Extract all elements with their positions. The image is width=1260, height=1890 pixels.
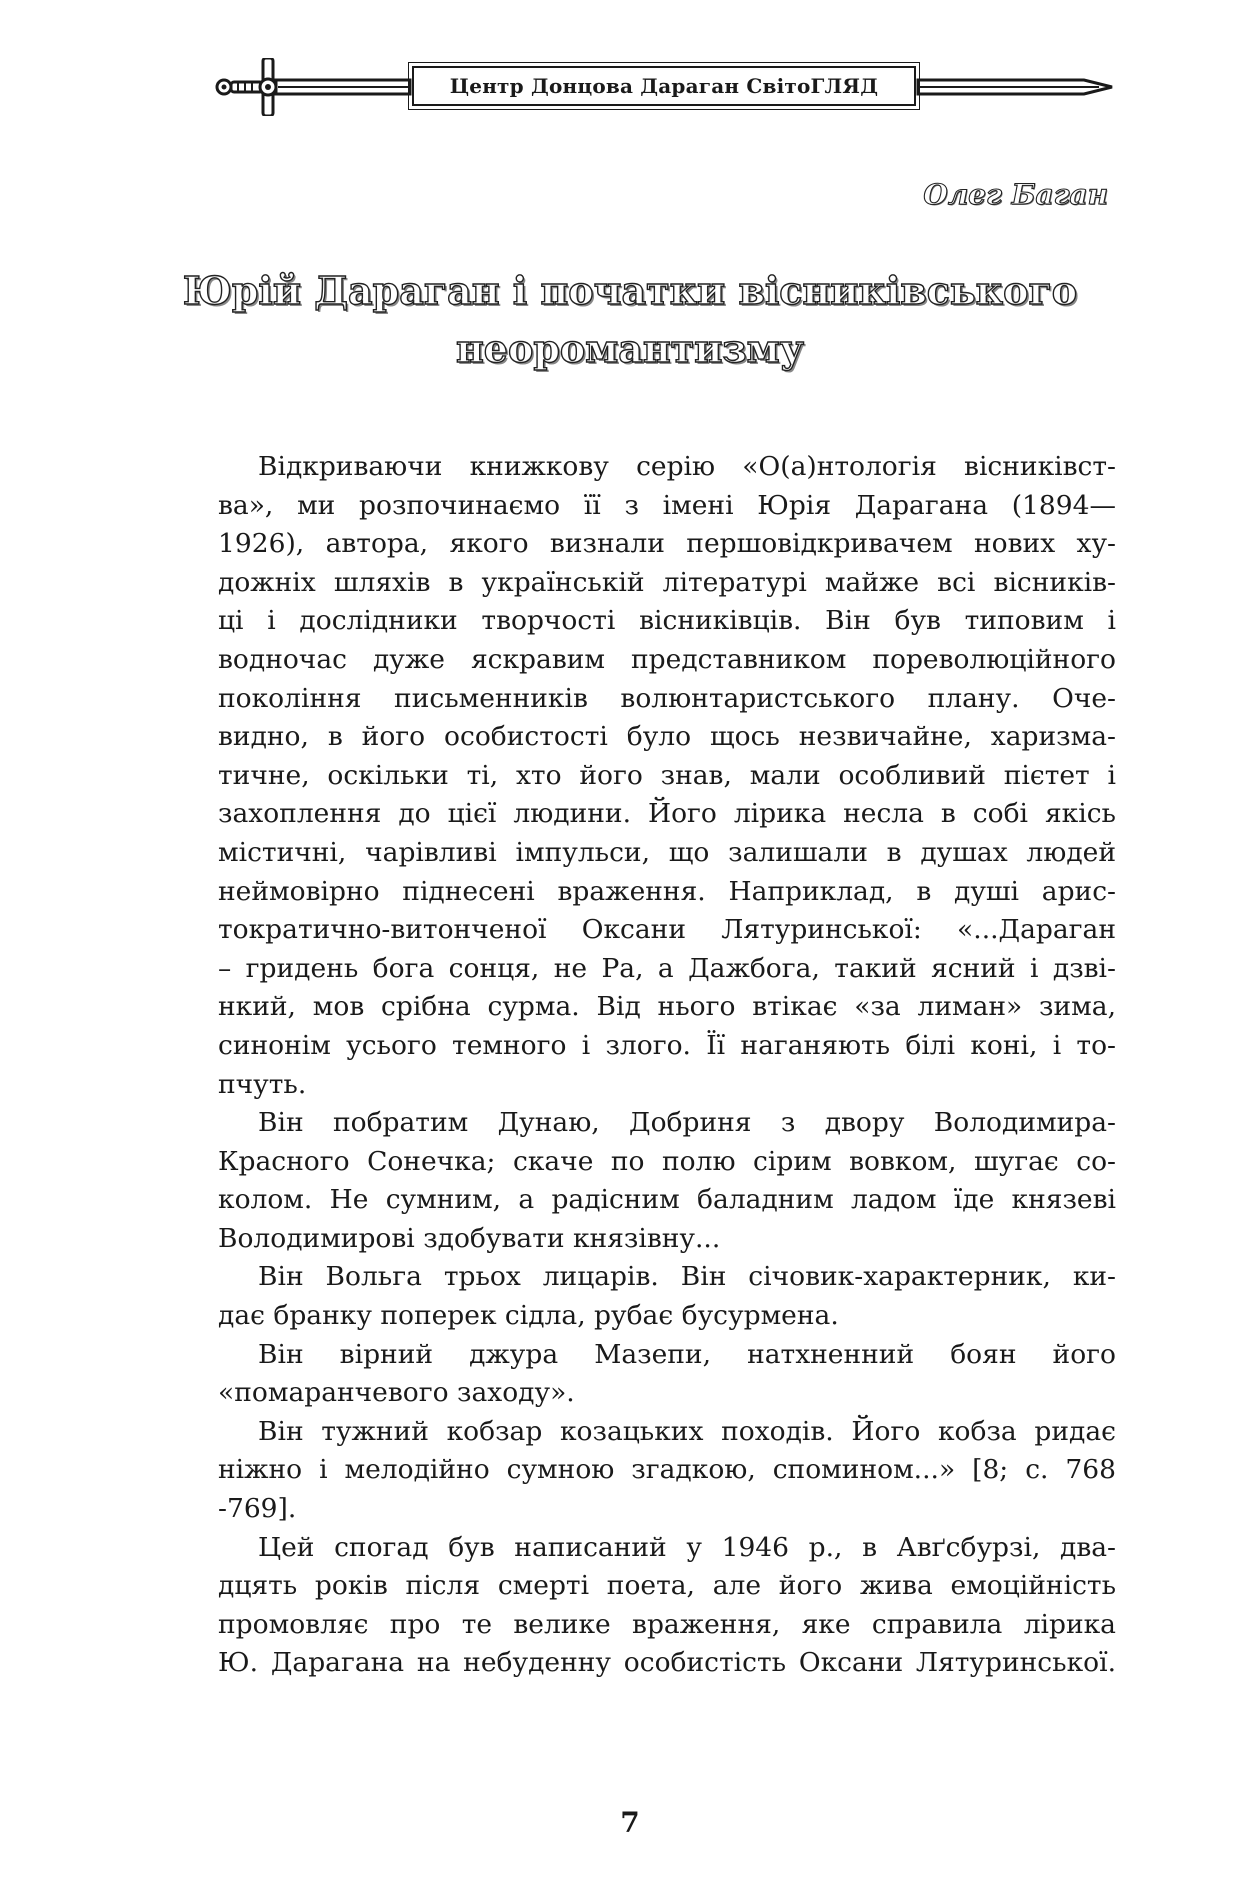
paragraph-3 bbox=[218, 1258, 1116, 1335]
text-line: ва», ми розпочинаємо її з імені Юрія Дарагана (1894— bbox=[218, 489, 1116, 521]
chapter-title bbox=[180, 262, 1080, 378]
text-line: дожніх шляхів в українській літературі майже всі вісників- bbox=[218, 566, 1116, 598]
text-line: промовляє про те велике враження, яке справила лірика bbox=[218, 1608, 1116, 1640]
text-line: тократично-витонченої Оксани Лятуринської: «...Дараган bbox=[218, 914, 1116, 946]
running-header-title: Центр Донцова Дараган СвітоГЛЯД bbox=[449, 74, 879, 98]
text-line: водночас дуже яскравим представником пореволюційного bbox=[218, 643, 1116, 675]
chapter-title-line-1: Юрій Дараган і початки вісниківського bbox=[182, 268, 1078, 313]
text-line: – гридень бога сонця, не Ра, а Дажбога, такий ясний і дзві- bbox=[218, 952, 1116, 984]
text-line: -769]. bbox=[218, 1493, 297, 1525]
text-line: ніжно і мелодійно сумною згадкою, спомином...» [8; с. 768 bbox=[218, 1454, 1116, 1486]
article-author: Олег Баган bbox=[923, 178, 1108, 211]
text-line: колом. Не сумним, а радісним баладним ладом їде князеві bbox=[218, 1184, 1116, 1216]
body-text bbox=[218, 448, 1116, 1683]
text-line: дає бранку поперек сідла, рубає бусурмена. bbox=[218, 1300, 839, 1332]
text-line: Він побратим Дунаю, Добриня з двору Володимира- bbox=[258, 1107, 1116, 1139]
text-line: Ю. Дарагана на небуденну особистість Оксани Лятуринської. bbox=[218, 1647, 1116, 1679]
text-line: містичні, чарівливі імпульси, що залишали в душах людей bbox=[218, 836, 1116, 868]
text-line: покоління письменників волюнтаристського плану. Оче- bbox=[218, 682, 1116, 714]
running-header bbox=[214, 58, 1114, 116]
paragraph-6 bbox=[218, 1529, 1116, 1683]
paragraph-5 bbox=[218, 1413, 1116, 1529]
paragraph-2 bbox=[218, 1104, 1116, 1258]
text-line: Він вірний джура Мазепи, натхненний боян його bbox=[258, 1338, 1116, 1370]
text-line: Він тужний кобзар козацьких походів. Його кобза ридає bbox=[258, 1415, 1116, 1447]
chapter-title-line-2: неоромантизму bbox=[455, 326, 804, 371]
text-line: «помаранчевого заходу». bbox=[218, 1377, 575, 1409]
text-line: ці і дослідники творчості вісниківців. Він був типовим і bbox=[218, 605, 1116, 637]
text-line: видно, в його особистості було щось незвичайне, харизма- bbox=[218, 721, 1116, 753]
text-line: пчуть. bbox=[218, 1068, 307, 1100]
text-line: Володимирові здобувати князівну... bbox=[218, 1222, 721, 1254]
text-line: Відкриваючи книжкову серію «О(а)нтологія вісниківст- bbox=[258, 451, 1116, 482]
text-line: Красного Сонечка; скаче по полю сірим вовком, шугає со- bbox=[218, 1145, 1116, 1177]
paragraph-4 bbox=[218, 1336, 1116, 1413]
text-line: Цей спогад був написаний у 1946 р., в Авґсбурзі, два- bbox=[258, 1531, 1116, 1563]
running-header-box bbox=[412, 66, 916, 106]
paragraph-1 bbox=[218, 448, 1116, 1104]
text-line: нкий, мов срібна сурма. Від нього втікає «за лиман» зима, bbox=[218, 991, 1116, 1023]
text-line: дцять років після смерті поета, але його жива емоційність bbox=[218, 1570, 1116, 1602]
page-number: 7 bbox=[620, 1806, 640, 1839]
text-line: синонім усього темного і злого. Її наганяють білі коні, і то- bbox=[218, 1029, 1116, 1061]
text-line: неймовірно піднесені враження. Наприклад, в душі арис- bbox=[218, 875, 1116, 907]
text-line: Він Вольга трьох лицарів. Він січовик-характерник, ки- bbox=[258, 1261, 1116, 1293]
text-line: 1926), автора, якого визнали першовідкривачем нових ху- bbox=[218, 528, 1116, 560]
text-line: захоплення до цієї людини. Його лірика несла в собі якісь bbox=[218, 798, 1116, 830]
text-line: тичне, оскільки ті, хто його знав, мали особливий пієтет і bbox=[218, 759, 1116, 791]
